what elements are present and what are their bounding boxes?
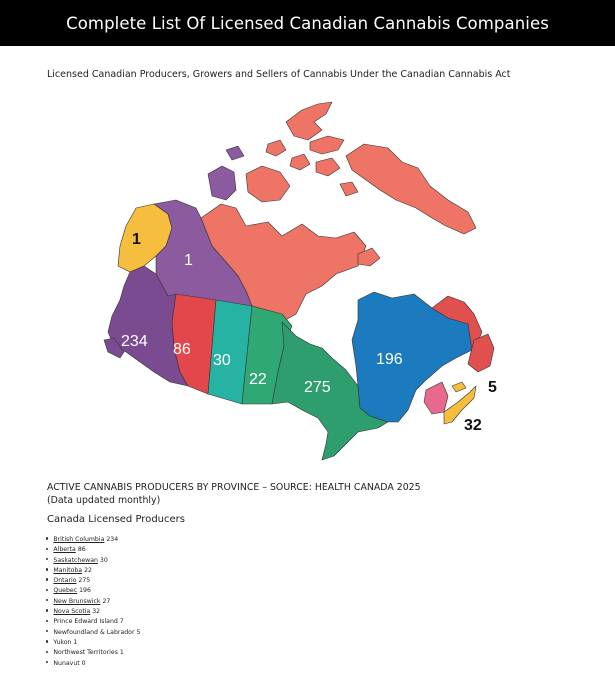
- province-link[interactable]: Saskatchewan: [53, 556, 98, 564]
- list-item: [46, 597, 140, 607]
- bullet: [46, 568, 48, 570]
- list-item: [46, 617, 140, 627]
- list-item: [46, 659, 140, 669]
- province-name: Nunavut: [53, 659, 80, 667]
- region-nunavut-island-small-3: [316, 158, 340, 176]
- list-item: [46, 628, 140, 638]
- label-manitoba: 22: [249, 371, 267, 388]
- canada-map: [96, 96, 496, 468]
- province-link[interactable]: Nova Scotia: [53, 608, 91, 616]
- label-british-columbia: 234: [121, 333, 148, 350]
- region-nunavut-island-baffin: [346, 144, 476, 234]
- list-item: [46, 566, 140, 576]
- count: 5: [136, 628, 141, 636]
- page-title: Complete List Of Licensed Canadian Cannabis Companies: [66, 13, 549, 33]
- province-name: Prince Edward Island: [53, 618, 118, 626]
- province-link[interactable]: Alberta: [53, 546, 76, 554]
- list-title: Canada Licensed Producers: [47, 514, 185, 525]
- bullet: [46, 609, 48, 611]
- region-new-brunswick: [424, 382, 448, 414]
- region-nunavut-island-small-2: [290, 154, 310, 170]
- label-alberta: 86: [173, 341, 191, 358]
- count: 1: [119, 649, 124, 657]
- region-nwt-island-banks: [208, 166, 236, 200]
- list-item: [46, 648, 140, 658]
- province-name: Yukon: [53, 638, 72, 646]
- province-name: Northwest Territories: [53, 649, 118, 657]
- count: 30: [99, 556, 108, 564]
- list-item: [46, 586, 140, 596]
- bullet: [46, 548, 48, 550]
- list-item: [46, 545, 140, 555]
- label-quebec: 196: [376, 351, 403, 368]
- region-nwt-island-small: [226, 146, 244, 160]
- count: 86: [77, 546, 86, 554]
- bullet: [46, 640, 48, 642]
- count: 0: [81, 659, 86, 667]
- province-name: Newfoundland & Labrador: [53, 628, 135, 636]
- label-ontario: 275: [304, 379, 331, 396]
- bullet: [46, 661, 48, 663]
- label-yukon: 1: [132, 231, 141, 248]
- count: 22: [84, 566, 92, 574]
- province-link[interactable]: Ontario: [53, 577, 77, 585]
- bullet: [46, 630, 48, 632]
- page-header: [0, 0, 615, 46]
- list-item: [46, 535, 140, 545]
- region-nunavut-island-small-4: [340, 182, 358, 196]
- province-link[interactable]: Quebec: [53, 587, 78, 595]
- bullet: [46, 651, 48, 653]
- region-nunavut-island-ellesmere: [286, 102, 332, 140]
- source-line: ACTIVE CANNABIS PRODUCERS BY PROVINCE – SOURCE: HEALTH CANADA 2025: [47, 482, 421, 493]
- province-link[interactable]: British Columbia: [53, 536, 105, 543]
- bullet: [46, 589, 48, 591]
- label-newfoundland-labrador: 5: [488, 379, 497, 396]
- label-northwest-territories: 1: [184, 252, 193, 269]
- bullet: [46, 620, 48, 622]
- bullet: [46, 537, 48, 539]
- count: 32: [92, 608, 101, 616]
- list-item: [46, 576, 140, 586]
- bullet: [46, 578, 48, 580]
- count: 196: [79, 587, 91, 595]
- province-link[interactable]: Manitoba: [53, 566, 83, 574]
- update-note: (Data updated monthly): [47, 494, 161, 506]
- producer-list: [46, 535, 140, 669]
- region-nunavut-island-devon: [310, 136, 344, 154]
- province-link[interactable]: New Brunswick: [53, 597, 101, 605]
- region-nunavut-island-small-1: [266, 140, 286, 156]
- region-prince-edward-island: [452, 382, 466, 392]
- region-nunavut-island-victoria: [246, 166, 290, 202]
- label-nova-scotia: 32: [464, 417, 482, 434]
- list-item: [46, 607, 140, 617]
- count: 275: [78, 577, 91, 585]
- page-subtitle: Licensed Canadian Producers, Growers and Sellers of Cannabis Under the Canadian Cannabis Act: [47, 69, 511, 80]
- count: 1: [73, 638, 78, 646]
- bullet: [46, 599, 48, 601]
- count: 234: [106, 536, 119, 543]
- list-item: [46, 638, 140, 648]
- list-item: [46, 556, 140, 566]
- source-note: [47, 482, 421, 507]
- label-saskatchewan: 30: [213, 352, 231, 369]
- bullet: [46, 558, 48, 560]
- count: 27: [102, 597, 111, 605]
- count: 7: [119, 618, 124, 626]
